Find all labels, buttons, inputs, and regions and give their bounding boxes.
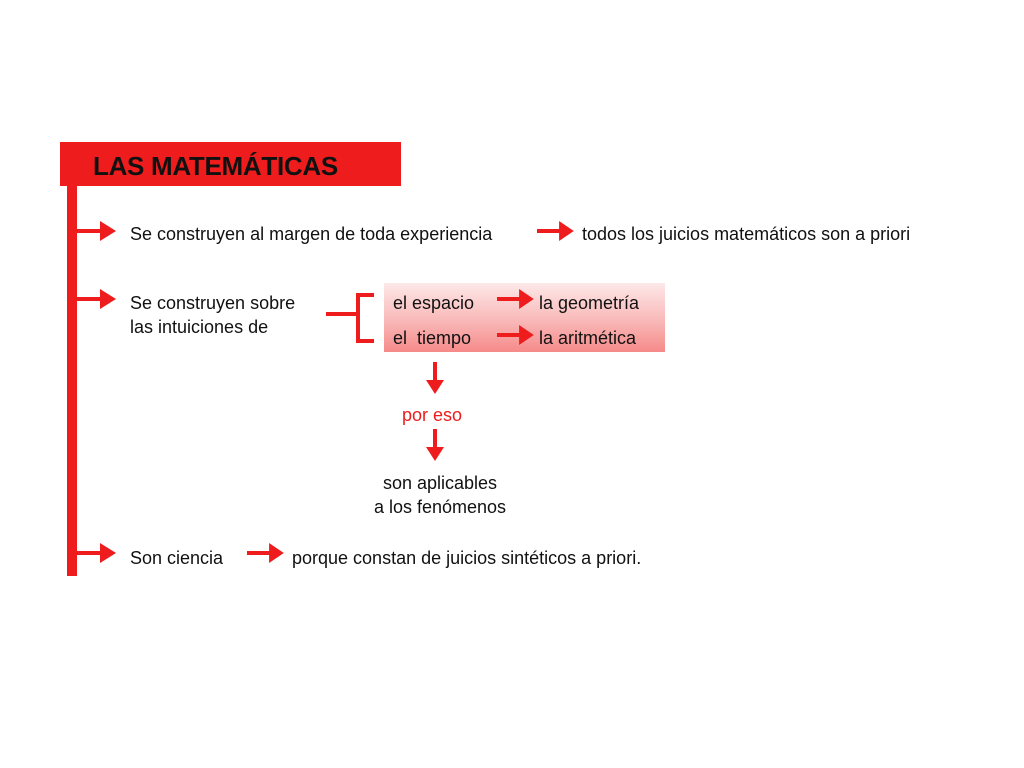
intuition-time: el tiempo — [393, 328, 472, 348]
right-arrow-icon — [497, 325, 534, 345]
branch-2-label-line2: las intuiciones de — [130, 317, 269, 337]
right-arrow-icon — [537, 221, 574, 241]
conclusion-line2: a los fenómenos — [373, 497, 507, 517]
branch-1-result: todos los juicios matemáticos son a priori — [582, 224, 911, 244]
right-arrow-icon — [497, 289, 534, 309]
right-arrow-icon — [76, 289, 116, 309]
branch-2-label-line1: Se construyen sobre — [130, 293, 296, 313]
intuition-space: el espacio — [393, 293, 475, 313]
conclusion-line1: son aplicables — [382, 473, 498, 493]
connector-text: por eso — [402, 405, 463, 425]
branch-1-label: Se construyen al margen de toda experiencia — [130, 224, 493, 244]
right-arrow-icon — [76, 543, 116, 563]
right-arrow-icon — [247, 543, 284, 563]
science-arithmetic: la aritmética — [539, 328, 637, 348]
down-arrow-icon — [426, 429, 444, 461]
branch-3-label: Son ciencia — [130, 548, 224, 568]
branch-3-result: porque constan de juicios sintéticos a priori. — [292, 548, 642, 568]
diagram-title: LAS MATEMÁTICAS — [93, 151, 338, 181]
down-arrow-icon — [426, 362, 444, 394]
science-geometry: la geometría — [539, 293, 640, 313]
right-arrow-icon — [76, 221, 116, 241]
